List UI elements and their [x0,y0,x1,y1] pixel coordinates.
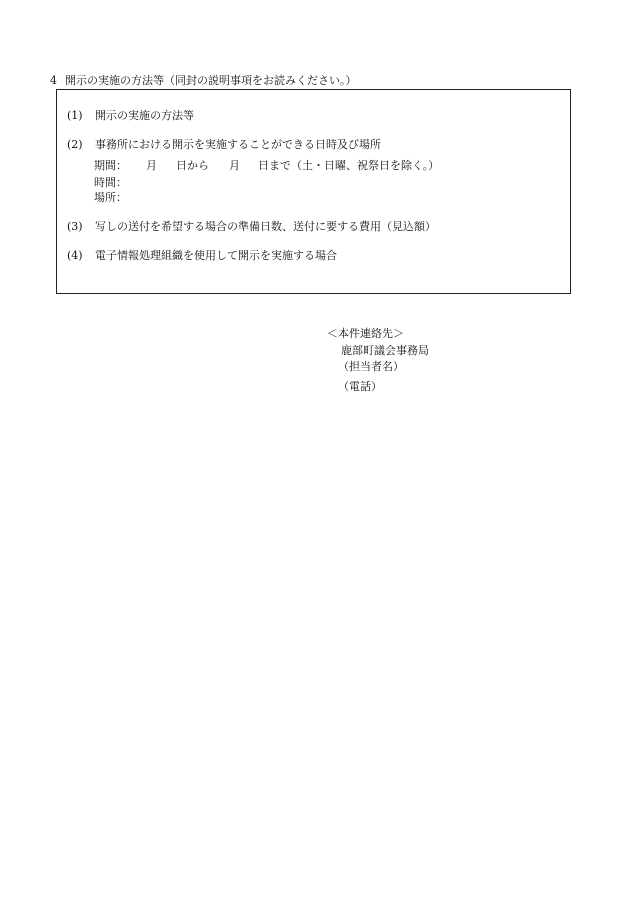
item-number: (4) [67,249,83,262]
time-label: 時間： [94,176,127,189]
item-text: 写しの送付を希望する場合の準備日数、送付に要する費用（見込額） [95,220,436,233]
period-line [94,157,439,173]
section-title: 開示の実施の方法等（同封の説明事項をお読みください。） [65,74,357,87]
place-line [94,189,127,205]
time-line [94,174,127,190]
period-day-to: 日まで（土・日曜、祝祭日を除く。） [258,159,440,172]
disclosure-method-box [56,89,571,294]
item-mailing-copies [67,218,436,234]
contact-heading: ＜本件連絡先＞ [327,327,404,340]
place-label: 場所： [94,191,127,204]
item-disclosure-method [67,107,194,123]
item-office-datetime-place [67,136,381,152]
contact-office: 鹿部町議会事務局 [341,344,429,357]
period-month-2: 月 [229,159,240,172]
item-electronic-disclosure [67,247,337,263]
section-number: 4 [50,74,57,87]
item-text: 事務所における開示を実施することができる日時及び場所 [95,138,381,151]
period-month-1: 月 [146,159,157,172]
contact-phone: （電話） [338,380,382,393]
period-day-from: 日から [176,159,209,172]
period-label: 期間： [94,159,127,172]
item-number: (2) [67,138,83,151]
item-number: (3) [67,220,83,233]
item-number: (1) [67,109,83,122]
item-text: 電子情報処理組織を使用して開示を実施する場合 [95,249,337,262]
section-heading [50,72,357,88]
item-text: 開示の実施の方法等 [95,109,194,122]
contact-person: （担当者名） [338,360,404,373]
